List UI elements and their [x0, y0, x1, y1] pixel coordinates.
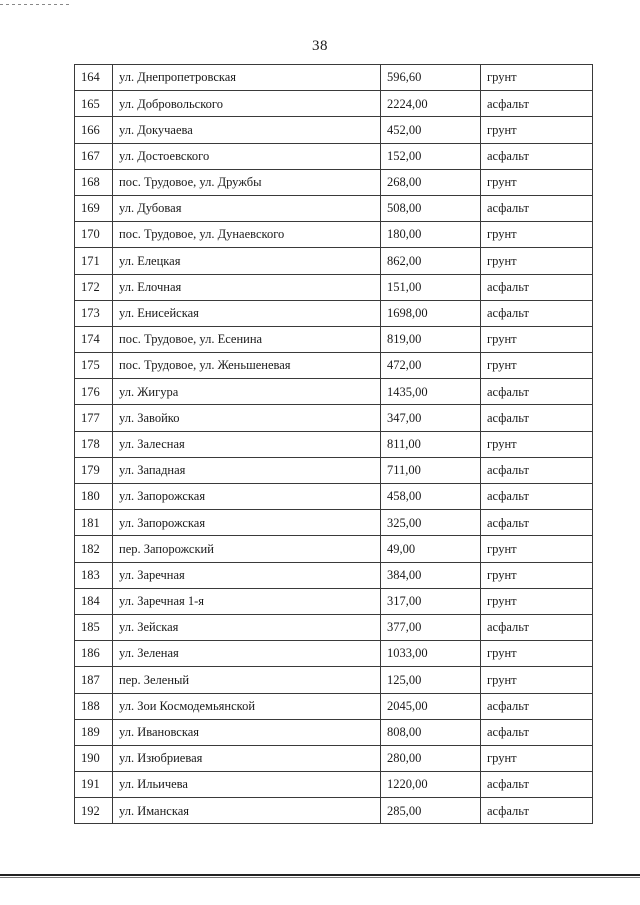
row-number-cell: 173 — [75, 300, 113, 326]
row-number-cell: 178 — [75, 431, 113, 457]
surface-type-cell: асфальт — [481, 405, 593, 431]
road-length-cell: 377,00 — [381, 614, 481, 640]
surface-type-cell: грунт — [481, 169, 593, 195]
row-number-cell: 179 — [75, 457, 113, 483]
road-length-cell: 711,00 — [381, 457, 481, 483]
road-length-cell: 49,00 — [381, 536, 481, 562]
street-name-cell: ул. Изюбриевая — [113, 745, 381, 771]
road-length-cell: 508,00 — [381, 195, 481, 221]
road-length-cell: 2045,00 — [381, 693, 481, 719]
table-row — [75, 222, 593, 248]
road-length-cell: 452,00 — [381, 117, 481, 143]
table-row — [75, 65, 593, 91]
street-name-cell: пос. Трудовое, ул. Женьшеневая — [113, 353, 381, 379]
street-name-cell: ул. Ильичева — [113, 772, 381, 798]
street-name-cell: ул. Зои Космодемьянской — [113, 693, 381, 719]
row-number-cell: 191 — [75, 772, 113, 798]
surface-type-cell: асфальт — [481, 274, 593, 300]
road-length-cell: 151,00 — [381, 274, 481, 300]
table-row — [75, 719, 593, 745]
row-number-cell: 184 — [75, 588, 113, 614]
road-length-cell: 458,00 — [381, 484, 481, 510]
table-row — [75, 484, 593, 510]
street-name-cell: ул. Иманская — [113, 798, 381, 824]
street-name-cell: ул. Запорожская — [113, 510, 381, 536]
surface-type-cell: грунт — [481, 117, 593, 143]
street-name-cell: ул. Западная — [113, 457, 381, 483]
table-row — [75, 274, 593, 300]
road-length-cell: 317,00 — [381, 588, 481, 614]
scan-bottom-edge — [0, 874, 640, 876]
surface-type-cell: асфальт — [481, 457, 593, 483]
street-name-cell: ул. Зеленая — [113, 641, 381, 667]
table-row — [75, 588, 593, 614]
table-row — [75, 326, 593, 352]
table-row — [75, 91, 593, 117]
surface-type-cell: грунт — [481, 353, 593, 379]
row-number-cell: 192 — [75, 798, 113, 824]
surface-type-cell: грунт — [481, 326, 593, 352]
street-name-cell: ул. Докучаева — [113, 117, 381, 143]
scan-bottom-edge-shadow — [0, 877, 640, 878]
surface-type-cell: асфальт — [481, 693, 593, 719]
surface-type-cell: грунт — [481, 431, 593, 457]
road-length-cell: 819,00 — [381, 326, 481, 352]
table-row — [75, 614, 593, 640]
road-length-cell: 1435,00 — [381, 379, 481, 405]
table-row — [75, 405, 593, 431]
road-length-cell: 152,00 — [381, 143, 481, 169]
row-number-cell: 167 — [75, 143, 113, 169]
table-row — [75, 510, 593, 536]
road-length-cell: 808,00 — [381, 719, 481, 745]
row-number-cell: 171 — [75, 248, 113, 274]
road-length-cell: 268,00 — [381, 169, 481, 195]
table-row — [75, 169, 593, 195]
street-name-cell: ул. Заречная 1-я — [113, 588, 381, 614]
street-name-cell: пер. Зеленый — [113, 667, 381, 693]
table-row — [75, 353, 593, 379]
road-length-cell: 384,00 — [381, 562, 481, 588]
road-length-cell: 2224,00 — [381, 91, 481, 117]
surface-type-cell: асфальт — [481, 300, 593, 326]
street-name-cell: ул. Запорожская — [113, 484, 381, 510]
row-number-cell: 165 — [75, 91, 113, 117]
street-name-cell: ул. Днепропетровская — [113, 65, 381, 91]
row-number-cell: 181 — [75, 510, 113, 536]
surface-type-cell: асфальт — [481, 510, 593, 536]
row-number-cell: 182 — [75, 536, 113, 562]
table-row — [75, 431, 593, 457]
street-name-cell: ул. Дубовая — [113, 195, 381, 221]
row-number-cell: 177 — [75, 405, 113, 431]
surface-type-cell: грунт — [481, 745, 593, 771]
row-number-cell: 185 — [75, 614, 113, 640]
road-length-cell: 811,00 — [381, 431, 481, 457]
roads-table-body — [75, 65, 593, 824]
roads-table — [74, 64, 593, 824]
street-name-cell: ул. Добровольского — [113, 91, 381, 117]
street-name-cell: ул. Елочная — [113, 274, 381, 300]
table-row — [75, 117, 593, 143]
surface-type-cell: грунт — [481, 248, 593, 274]
surface-type-cell: асфальт — [481, 195, 593, 221]
street-name-cell: пос. Трудовое, ул. Дружбы — [113, 169, 381, 195]
road-length-cell: 1698,00 — [381, 300, 481, 326]
street-name-cell: ул. Зейская — [113, 614, 381, 640]
row-number-cell: 187 — [75, 667, 113, 693]
road-length-cell: 180,00 — [381, 222, 481, 248]
table-row — [75, 641, 593, 667]
table-row — [75, 536, 593, 562]
table-row — [75, 379, 593, 405]
surface-type-cell: асфальт — [481, 91, 593, 117]
row-number-cell: 169 — [75, 195, 113, 221]
surface-type-cell: асфальт — [481, 772, 593, 798]
table-row — [75, 745, 593, 771]
surface-type-cell: грунт — [481, 667, 593, 693]
street-name-cell: ул. Ивановская — [113, 719, 381, 745]
surface-type-cell: асфальт — [481, 719, 593, 745]
row-number-cell: 166 — [75, 117, 113, 143]
table-row — [75, 457, 593, 483]
row-number-cell: 176 — [75, 379, 113, 405]
street-name-cell: ул. Заречная — [113, 562, 381, 588]
row-number-cell: 189 — [75, 719, 113, 745]
table-row — [75, 667, 593, 693]
row-number-cell: 174 — [75, 326, 113, 352]
road-length-cell: 1033,00 — [381, 641, 481, 667]
road-length-cell: 325,00 — [381, 510, 481, 536]
surface-type-cell: асфальт — [481, 798, 593, 824]
row-number-cell: 170 — [75, 222, 113, 248]
street-name-cell: ул. Залесная — [113, 431, 381, 457]
row-number-cell: 183 — [75, 562, 113, 588]
page-number: 38 — [312, 38, 328, 54]
road-length-cell: 347,00 — [381, 405, 481, 431]
street-name-cell: ул. Завойко — [113, 405, 381, 431]
table-row — [75, 772, 593, 798]
row-number-cell: 186 — [75, 641, 113, 667]
row-number-cell: 168 — [75, 169, 113, 195]
row-number-cell: 164 — [75, 65, 113, 91]
road-length-cell: 862,00 — [381, 248, 481, 274]
road-length-cell: 280,00 — [381, 745, 481, 771]
row-number-cell: 175 — [75, 353, 113, 379]
surface-type-cell: асфальт — [481, 143, 593, 169]
street-name-cell: пос. Трудовое, ул. Есенина — [113, 326, 381, 352]
row-number-cell: 190 — [75, 745, 113, 771]
street-name-cell: ул. Жигура — [113, 379, 381, 405]
row-number-cell: 172 — [75, 274, 113, 300]
road-length-cell: 125,00 — [381, 667, 481, 693]
street-name-cell: пос. Трудовое, ул. Дунаевского — [113, 222, 381, 248]
road-length-cell: 596,60 — [381, 65, 481, 91]
road-length-cell: 472,00 — [381, 353, 481, 379]
street-name-cell: ул. Елецкая — [113, 248, 381, 274]
surface-type-cell: асфальт — [481, 614, 593, 640]
surface-type-cell: грунт — [481, 588, 593, 614]
scan-edge-mark — [0, 4, 72, 5]
surface-type-cell: асфальт — [481, 484, 593, 510]
surface-type-cell: грунт — [481, 641, 593, 667]
row-number-cell: 188 — [75, 693, 113, 719]
road-length-cell: 1220,00 — [381, 772, 481, 798]
table-row — [75, 693, 593, 719]
street-name-cell: ул. Достоевского — [113, 143, 381, 169]
table-row — [75, 798, 593, 824]
surface-type-cell: грунт — [481, 536, 593, 562]
surface-type-cell: грунт — [481, 65, 593, 91]
table-row — [75, 562, 593, 588]
surface-type-cell: грунт — [481, 562, 593, 588]
table-row — [75, 300, 593, 326]
road-length-cell: 285,00 — [381, 798, 481, 824]
surface-type-cell: асфальт — [481, 379, 593, 405]
row-number-cell: 180 — [75, 484, 113, 510]
surface-type-cell: грунт — [481, 222, 593, 248]
table-row — [75, 143, 593, 169]
street-name-cell: пер. Запорожский — [113, 536, 381, 562]
table-row — [75, 195, 593, 221]
table-row — [75, 248, 593, 274]
street-name-cell: ул. Енисейская — [113, 300, 381, 326]
